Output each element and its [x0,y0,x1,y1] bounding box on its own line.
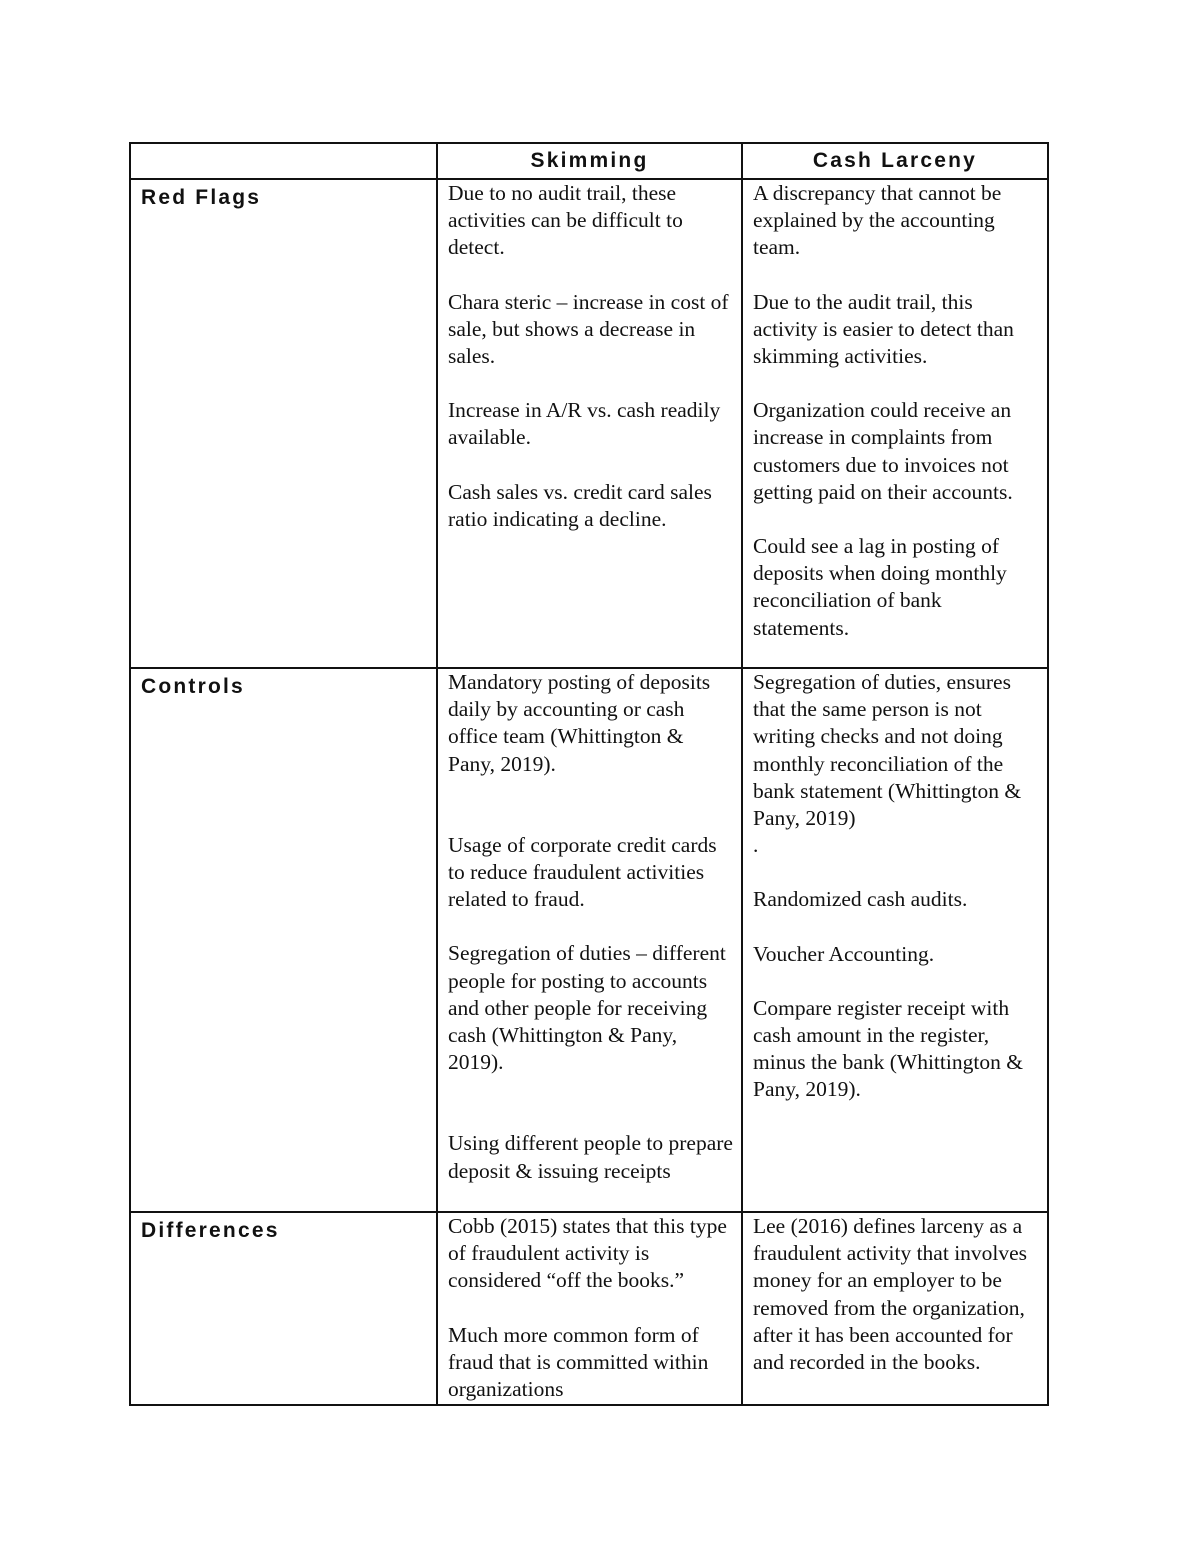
differences-skimming-cell [437,1212,742,1405]
header-empty-cell [130,143,437,179]
paragraph: Cash sales vs. credit card sales ratio indicating a decline. [448,479,712,531]
paragraph: Chara steric – increase in cost of sale, but shows a decrease in sales. [448,289,729,369]
paragraph: Segregation of duties – different people for posting to accounts and other people for receiving cash (Whittington & Pany, 2019). [448,941,726,1075]
paragraph: . [753,833,759,858]
row-label-controls: Controls [130,668,437,1212]
comparison-table [129,142,1049,1406]
paragraph: Increase in A/R vs. cash readily available. [448,398,721,450]
paragraph: Usage of corporate credit cards to reduce fraudulent activities related to fraud. [448,832,717,912]
controls-larceny-cell [742,668,1048,1212]
paragraph: Due to the audit trail, this activity is easier to detect than skimming activities. [753,289,1014,369]
row-label-red-flags: Red Flags [130,179,437,668]
paragraph: Due to no audit trail, these activities can be difficult to detect. [448,181,683,260]
paragraph: Lee (2016) defines larceny as a fraudulent activity that involves money for an employer to be removed from the organization, after it has been accounted for and recorded in the books. [753,1214,1028,1375]
header-row [130,143,1048,179]
paragraph: Using different people to prepare deposit & issuing receipts [448,1131,733,1183]
table-row-differences [130,1212,1048,1405]
paragraph: Organization could receive an increase in complaints from customers due to invoices not getting paid on their accounts. [753,398,1013,504]
header-cash-larceny: Cash Larceny [742,143,1048,179]
paragraph: Cobb (2015) states that this type of fraudulent activity is considered “off the books.” [448,1214,727,1293]
paragraph: Compare register receipt with cash amount in the register, minus the bank (Whittington & Pany, 2019). [753,995,1023,1102]
red-flags-larceny-cell [742,179,1048,668]
red-flags-skimming-cell [437,179,742,668]
paragraph: Mandatory posting of deposits daily by accounting or cash office team (Whittington & Pany, 2019). [448,670,711,776]
paragraph: Segregation of duties, ensures that the same person is not writing checks and not doing monthly reconciliation of the bank statement (Whittington & Pany, 2019) [753,670,1022,831]
paragraph: Could see a lag in posting of deposits when doing monthly reconciliation of bank statements. [753,534,1007,640]
paragraph: A discrepancy that cannot be explained by the accounting team. [753,181,1002,260]
paragraph: Much more common form of fraud that is committed within organizations [448,1322,709,1402]
paragraph: Randomized cash audits. [753,887,968,912]
header-skimming: Skimming [437,143,742,179]
table-row-controls [130,668,1048,1212]
paragraph: Voucher Accounting. [753,941,935,966]
differences-larceny-cell [742,1212,1048,1405]
table-row-red-flags [130,179,1048,668]
row-label-differences: Differences [130,1212,437,1405]
controls-skimming-cell [437,668,742,1212]
